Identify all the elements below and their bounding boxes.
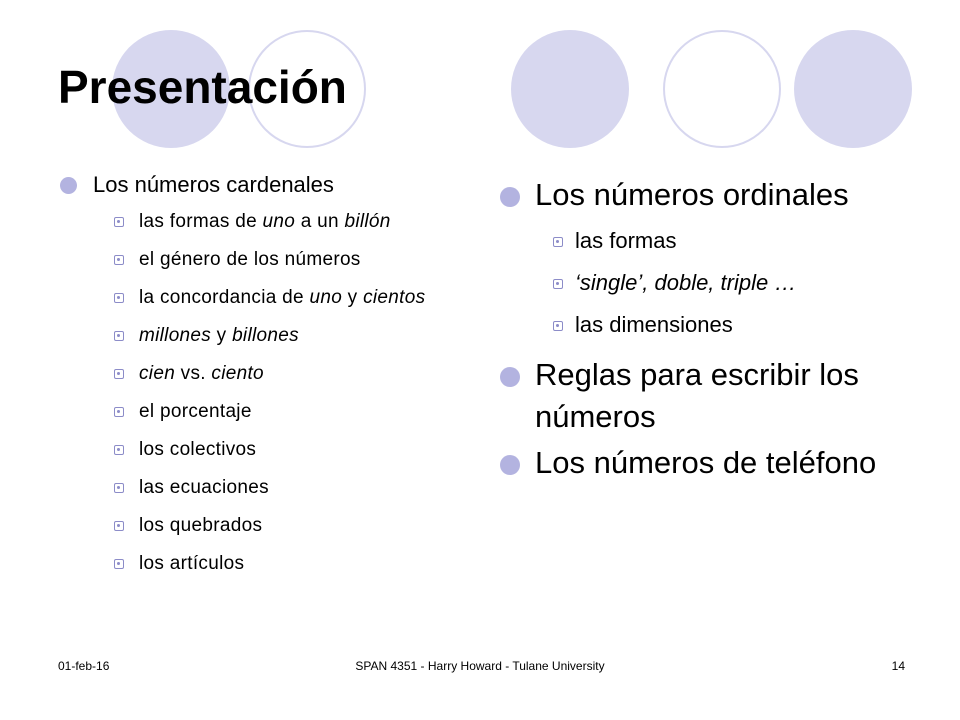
list-item-text: la concordancia de [139, 287, 310, 308]
list-item [60, 476, 470, 500]
list-item-text: las ecuaciones [139, 477, 269, 498]
list-item-text: a un [295, 211, 345, 232]
square-bullet-icon [114, 293, 124, 303]
list-item-text: y [211, 325, 233, 346]
list-item-text: billón [344, 211, 391, 232]
list-item-text: billones [232, 325, 299, 346]
list-item-text: millones [139, 325, 212, 346]
square-bullet-icon [114, 407, 124, 417]
list-item-text: ‘single’, doble, triple … [575, 270, 797, 295]
list-item-text: cien [139, 363, 176, 384]
right-heading-telefono [500, 442, 920, 484]
list-item [60, 324, 470, 348]
right-heading-reglas [500, 354, 920, 438]
list-item-text: las formas [575, 228, 677, 253]
list-item-text: el porcentaje [139, 401, 252, 422]
list-item-text: y [342, 287, 364, 308]
list-item [60, 362, 470, 386]
square-bullet-icon [114, 445, 124, 455]
list-item-text: los artículos [139, 553, 245, 574]
list-item [60, 400, 470, 424]
list-item-text: los colectivos [139, 439, 257, 460]
square-bullet-icon [114, 559, 124, 569]
list-item [60, 210, 470, 234]
list-item [60, 248, 470, 272]
list-item-text: los quebrados [139, 515, 263, 536]
circle-bullet-icon [500, 367, 520, 387]
square-bullet-icon [114, 369, 124, 379]
list-item [500, 270, 920, 296]
square-bullet-icon [114, 521, 124, 531]
list-item [60, 438, 470, 462]
decor-circle-5 [794, 30, 912, 148]
footer-center-text: SPAN 4351 - Harry Howard - Tulane University [355, 659, 605, 673]
right-heading-ordinales-text: Los números ordinales [535, 177, 849, 212]
list-item-text: ciento [211, 363, 264, 384]
decor-circle-4 [663, 30, 781, 148]
square-bullet-icon [114, 217, 124, 227]
list-item [60, 552, 470, 576]
right-heading-reglas-text: Reglas para escribir los números [535, 357, 859, 434]
list-item-text: uno [309, 287, 343, 308]
left-heading [60, 172, 470, 198]
right-sub-list [500, 228, 920, 338]
square-bullet-icon [114, 255, 124, 265]
left-sub-list [60, 210, 470, 576]
circle-bullet-icon [500, 455, 520, 475]
right-column [500, 174, 920, 484]
square-bullet-icon [553, 237, 563, 247]
list-item-text: cientos [363, 287, 426, 308]
right-heading-ordinales [500, 174, 920, 216]
list-item [60, 286, 470, 310]
list-item [500, 312, 920, 338]
list-item-text: uno [262, 211, 296, 232]
square-bullet-icon [553, 321, 563, 331]
circle-bullet-icon [60, 177, 77, 194]
slide-title: Presentación [58, 61, 347, 113]
circle-bullet-icon [500, 187, 520, 207]
decor-circle-3 [511, 30, 629, 148]
footer-date: 01-feb-16 [58, 659, 110, 673]
right-heading-telefono-text: Los números de teléfono [535, 445, 877, 480]
list-item-text: vs. [175, 363, 212, 384]
square-bullet-icon [114, 483, 124, 493]
footer-page-number: 14 [891, 659, 905, 673]
square-bullet-icon [114, 331, 124, 341]
list-item-text: las formas de [139, 211, 263, 232]
square-bullet-icon [553, 279, 563, 289]
list-item-text: el género de los números [139, 249, 361, 270]
left-heading-text: Los números cardenales [93, 172, 334, 197]
list-item [60, 514, 470, 538]
list-item-text: las dimensiones [575, 312, 733, 337]
list-item [500, 228, 920, 254]
left-column [60, 172, 470, 590]
